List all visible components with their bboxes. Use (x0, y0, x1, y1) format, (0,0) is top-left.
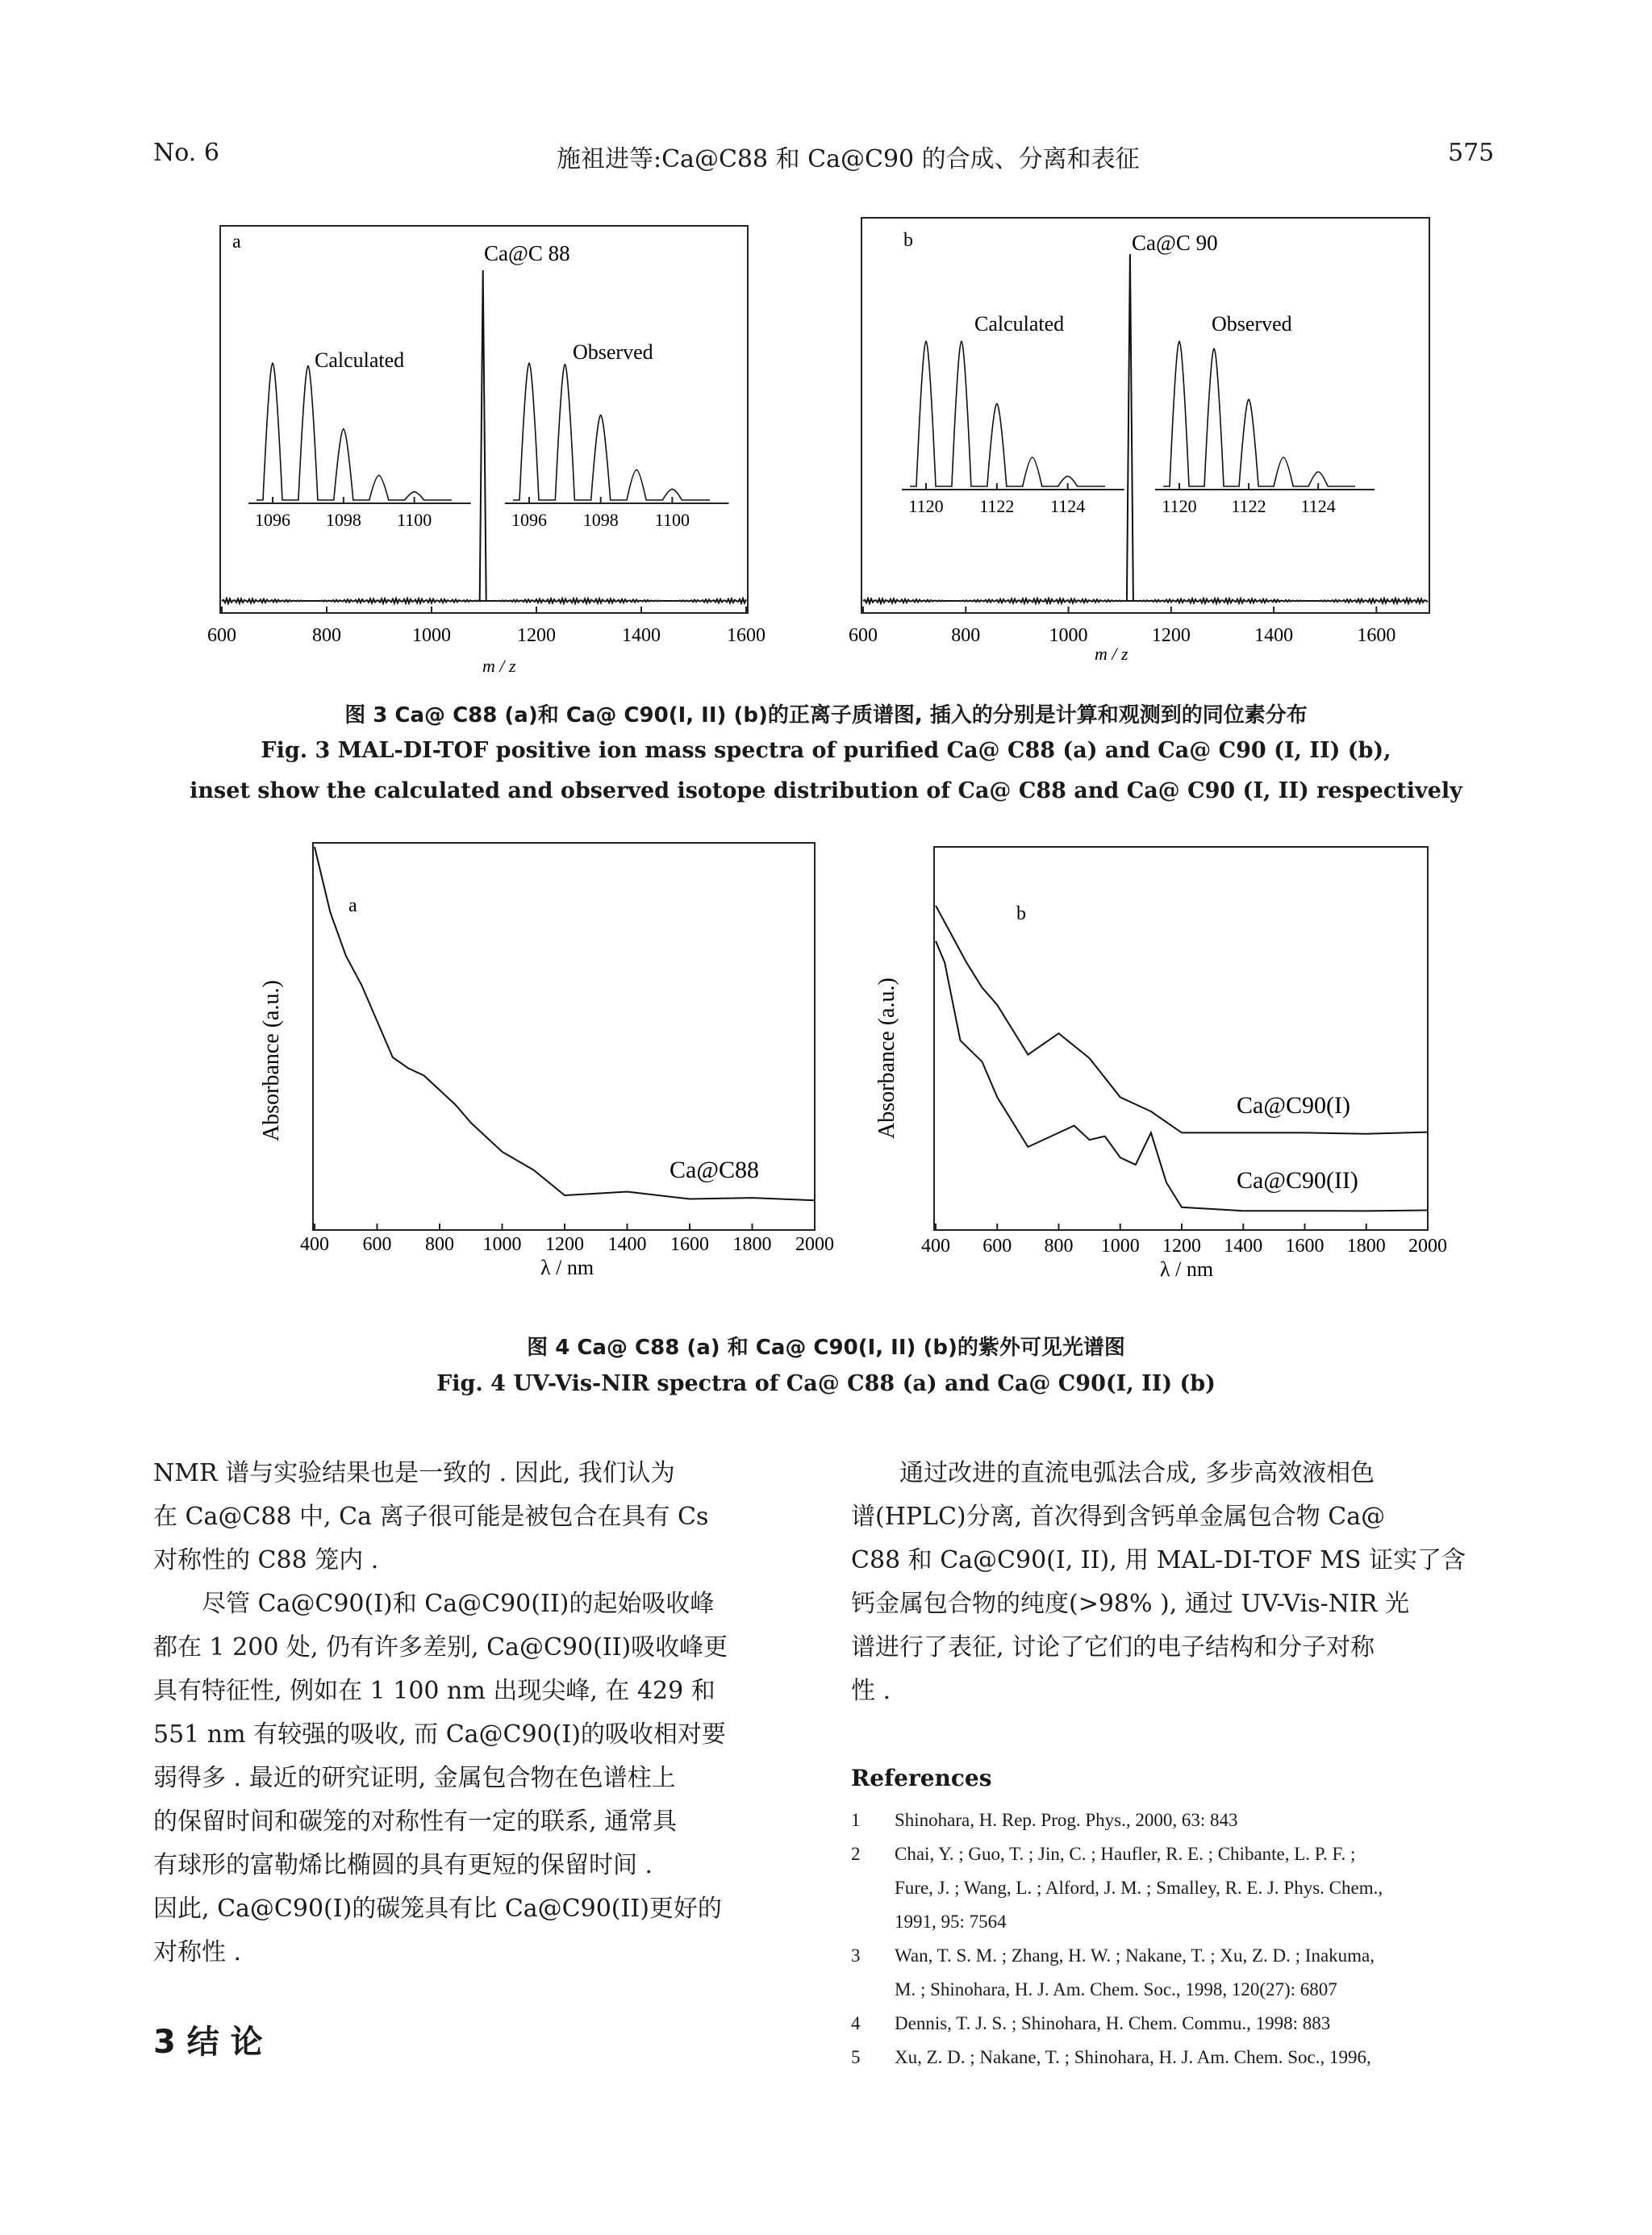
fig3b-frame (861, 218, 1429, 613)
left-line: 因此, Ca@C90(I)的碳笼具有比 Ca@C90(II)更好的 (153, 1895, 722, 1923)
fig3b-x-tick-label: 1600 (1357, 625, 1396, 646)
reference-line: 1991, 95: 7564 (895, 1912, 1007, 1932)
fig3b-observed-inset-line (1163, 341, 1355, 486)
reference-line: Chai, Y. ; Guo, T. ; Jin, C. ; Haufler, R. E. ; Chibante, L. P. F. ; (895, 1844, 1356, 1864)
fig4a-x-ticks (300, 1224, 834, 1255)
reference-item (851, 2007, 1496, 2041)
reference-number: 1 (851, 1810, 861, 1830)
fig4b-x-tick-label: 1800 (1346, 1236, 1386, 1257)
left-line: 551 nm 有较强的吸收, 而 Ca@C90(I)的吸收相对要 (153, 1720, 726, 1749)
fig3b-x-tick-label: 800 (951, 625, 981, 646)
fig4a-x-tick-label: 1000 (482, 1234, 522, 1255)
fig3-caption-en-2: inset show the calculated and observed isotope distribution of Ca@ C88 and Ca@ C90 (I, II) respectively (190, 778, 1462, 803)
fig4b-x-tick-label: 1600 (1285, 1236, 1325, 1257)
fig3-caption-cn: 图 3 Ca@ C88 (a)和 Ca@ C90(I, II) (b)的正离子质谱图, 插入的分别是计算和观测到的同位素分布 (344, 703, 1308, 728)
fig3a-observed-label: Observed (573, 340, 653, 364)
fig3a-obs-inset-tick-label: 1096 (511, 510, 547, 530)
fig3b-obs-inset-tick-label: 1120 (1162, 496, 1197, 516)
reference-item (851, 1939, 1496, 2007)
reference-line: Xu, Z. D. ; Nakane, T. ; Shinohara, H. J. Am. Chem. Soc., 1996, (895, 2047, 1371, 2067)
fig4-caption-cn: 图 4 Ca@ C88 (a) 和 Ca@ C90(I, II) (b)的紫外可见光谱图 (527, 1336, 1125, 1360)
fig3b-obs-inset-tick-label: 1122 (1231, 496, 1266, 516)
fig4a-x-tick-label: 600 (362, 1234, 392, 1255)
fig3a-observed-inset-line (513, 363, 710, 500)
fig4b-y-axis-label: Absorbance (a.u.) (874, 978, 899, 1139)
reference-line: M. ; Shinohara, H. J. Am. Chem. Soc., 1998, 120(27): 6807 (895, 1979, 1337, 1999)
fig3b-x-tick-label: 1000 (1049, 625, 1088, 646)
references-heading: References (851, 1765, 992, 1791)
fig3a-calc-inset-tick-label: 1100 (397, 510, 432, 530)
fig4b-x-tick-label: 2000 (1408, 1236, 1447, 1257)
fig3a-calc-inset-ticks (248, 497, 471, 530)
fig3b-panel-label: b (903, 230, 913, 251)
fig3a-calculated-inset-line (257, 363, 452, 500)
fig3a-x-axis-label: m / z (482, 656, 516, 676)
fig3b-calc-inset-ticks (902, 483, 1124, 516)
fig3a-panel-label: a (232, 231, 241, 252)
fig4a-x-tick-label: 1600 (670, 1234, 709, 1255)
left-line: NMR 谱与实验结果也是一致的 . 因此, 我们认为 (153, 1459, 675, 1487)
fig3a-species-label: Ca@C 88 (484, 241, 570, 265)
fig3b-x-tick-label: 600 (849, 625, 878, 646)
fig3b-x-tick-label: 1200 (1151, 625, 1191, 646)
fig3b-calc-inset-tick-label: 1124 (1050, 496, 1086, 516)
left-line: 都在 1 200 处, 仍有许多差别, Ca@C90(II)吸收峰更 (153, 1633, 728, 1662)
fig3a-calc-inset-tick-label: 1098 (325, 510, 361, 530)
left-line: 对称性的 C88 笼内 . (153, 1546, 379, 1574)
fig3b-x-tick-label: 1400 (1254, 625, 1294, 646)
left-line: 对称性 . (153, 1938, 242, 1966)
right-line: 性 . (851, 1677, 891, 1705)
left-line: 具有特征性, 例如在 1 100 nm 出现尖峰, 在 429 和 (153, 1677, 715, 1705)
fig4a-x-tick-label: 800 (425, 1234, 454, 1255)
fig4b-x-tick-label: 600 (982, 1236, 1012, 1257)
fig4b-spectrum-line-I (936, 906, 1428, 1134)
reference-line: Wan, T. S. M. ; Zhang, H. W. ; Nakane, T. ; Xu, Z. D. ; Inakuma, (895, 1945, 1375, 1966)
fig4b-x-tick-label: 1200 (1162, 1236, 1201, 1257)
running-title: 施祖进等:Ca@C88 和 Ca@C90 的合成、分离和表征 (557, 145, 1140, 173)
fig3b-calc-inset-tick-label: 1122 (979, 496, 1015, 516)
reference-number: 5 (851, 2047, 861, 2067)
left-column (153, 1452, 799, 1974)
fig4b-x-tick-label: 1000 (1100, 1236, 1140, 1257)
fig4a-spectrum-line (315, 847, 815, 1200)
fig4a-x-tick-label: 2000 (795, 1234, 834, 1255)
right-line: C88 和 Ca@C90(I, II), 用 MAL-DI-TOF MS 证实了含 (851, 1546, 1466, 1574)
fig4a-x-tick-label: 1800 (732, 1234, 772, 1255)
left-line: 尽管 Ca@C90(I)和 Ca@C90(II)的起始吸收峰 (202, 1590, 715, 1618)
left-line: 有球形的富勒烯比椭圆的具有更短的保留时间 . (153, 1851, 653, 1879)
fig3a-x-tick-label: 1600 (727, 625, 766, 646)
fig3b-calc-inset-tick-label: 1120 (908, 496, 944, 516)
right-column (851, 1452, 1504, 1713)
fig3b-calculated-inset-line (910, 341, 1105, 486)
reference-number: 4 (851, 2013, 861, 2033)
reference-number: 3 (851, 1945, 861, 1966)
fig3a-spectrum-line (222, 270, 746, 603)
right-line: 钙金属包合物的纯度(>98% ), 通过 UV-Vis-NIR 光 (851, 1590, 1410, 1618)
fig4a-x-tick-label: 400 (300, 1234, 329, 1255)
references-list (851, 1803, 1496, 2074)
reference-line: Fure, J. ; Wang, L. ; Alford, J. M. ; Smalley, R. E. J. Phys. Chem., (895, 1878, 1383, 1898)
fig3b-obs-inset-ticks (1155, 483, 1375, 516)
fig3b-spectrum-line (863, 254, 1428, 603)
right-line: 通过改进的直流电弧法合成, 多步高效液相色 (899, 1459, 1375, 1487)
fig4-uv-vis-spectra (250, 839, 1452, 1291)
fig4a-y-axis-label: Absorbance (a.u.) (259, 980, 284, 1141)
fig4b-x-tick-label: 800 (1044, 1236, 1074, 1257)
fig4b-x-tick-label: 400 (921, 1236, 950, 1257)
reference-line: Dennis, T. J. S. ; Shinohara, H. Chem. Commu., 1998: 883 (895, 2013, 1331, 2033)
fig3a-calc-inset-tick-label: 1096 (255, 510, 290, 530)
page-number: 575 (1448, 139, 1495, 167)
fig4a-panel-label: a (348, 895, 357, 916)
fig3a-obs-inset-tick-label: 1098 (582, 510, 619, 530)
fig4a-x-tick-label: 1200 (545, 1234, 584, 1255)
fig3a-x-tick-label: 1200 (517, 625, 556, 646)
section-heading-conclusion: 3 结 论 (153, 2024, 263, 2061)
fig4b-x-axis-label: λ / nm (1160, 1257, 1214, 1281)
left-line: 弱得多 . 最近的研究证明, 金属包合物在色谱柱上 (153, 1764, 676, 1792)
right-line: 谱进行了表征, 讨论了它们的电子结构和分子对称 (851, 1633, 1375, 1662)
fig4a-species-label: Ca@C88 (670, 1157, 759, 1183)
fig4b-species-II-label: Ca@C90(II) (1237, 1167, 1358, 1194)
fig4b-x-tick-label: 1400 (1224, 1236, 1263, 1257)
fig4b-species-I-label: Ca@C90(I) (1237, 1092, 1350, 1119)
fig4a-x-tick-label: 1400 (607, 1234, 647, 1255)
fig3-mass-spectra (194, 206, 1452, 690)
reference-number: 2 (851, 1844, 861, 1864)
fig4b-panel-label: b (1016, 903, 1026, 924)
left-line: 的保留时间和碳笼的对称性有一定的联系, 通常具 (153, 1808, 678, 1836)
fig3b-obs-inset-tick-label: 1124 (1300, 496, 1336, 516)
fig3a-x-tick-label: 800 (312, 625, 341, 646)
fig3a-obs-inset-tick-label: 1100 (654, 510, 690, 530)
left-line: 在 Ca@C88 中, Ca 离子很可能是被包合在具有 Cs (153, 1503, 709, 1531)
fig3a-calculated-label: Calculated (315, 348, 405, 372)
fig3a-x-tick-label: 1400 (622, 625, 661, 646)
fig3-caption-en-1: Fig. 3 MAL-DI-TOF positive ion mass spectra of purified Ca@ C88 (a) and Ca@ C90 (I, II) (b), (261, 738, 1391, 763)
fig3a-x-tick-label: 600 (207, 625, 236, 646)
fig3b-calculated-label: Calculated (974, 312, 1065, 336)
reference-item (851, 1803, 1496, 1837)
fig4-caption-en: Fig. 4 UV-Vis-NIR spectra of Ca@ C88 (a) and Ca@ C90(I, II) (b) (436, 1371, 1216, 1396)
fig3a-x-tick-label: 1000 (412, 625, 451, 646)
fig4b-x-ticks (921, 1224, 1447, 1257)
reference-item (851, 2041, 1496, 2074)
fig3b-species-label: Ca@C 90 (1132, 231, 1218, 255)
fig4a-x-axis-label: λ / nm (540, 1256, 594, 1279)
right-line: 谱(HPLC)分离, 首次得到含钙单金属包合物 Ca@ (851, 1503, 1386, 1531)
fig3b-observed-label: Observed (1212, 312, 1292, 336)
reference-item (851, 1837, 1496, 1939)
issue-number: No. 6 (153, 139, 219, 167)
fig3b-x-axis-label: m / z (1095, 644, 1128, 664)
fig3a-obs-inset-ticks (505, 497, 728, 530)
reference-line: Shinohara, H. Rep. Prog. Phys., 2000, 63: 843 (895, 1810, 1238, 1830)
